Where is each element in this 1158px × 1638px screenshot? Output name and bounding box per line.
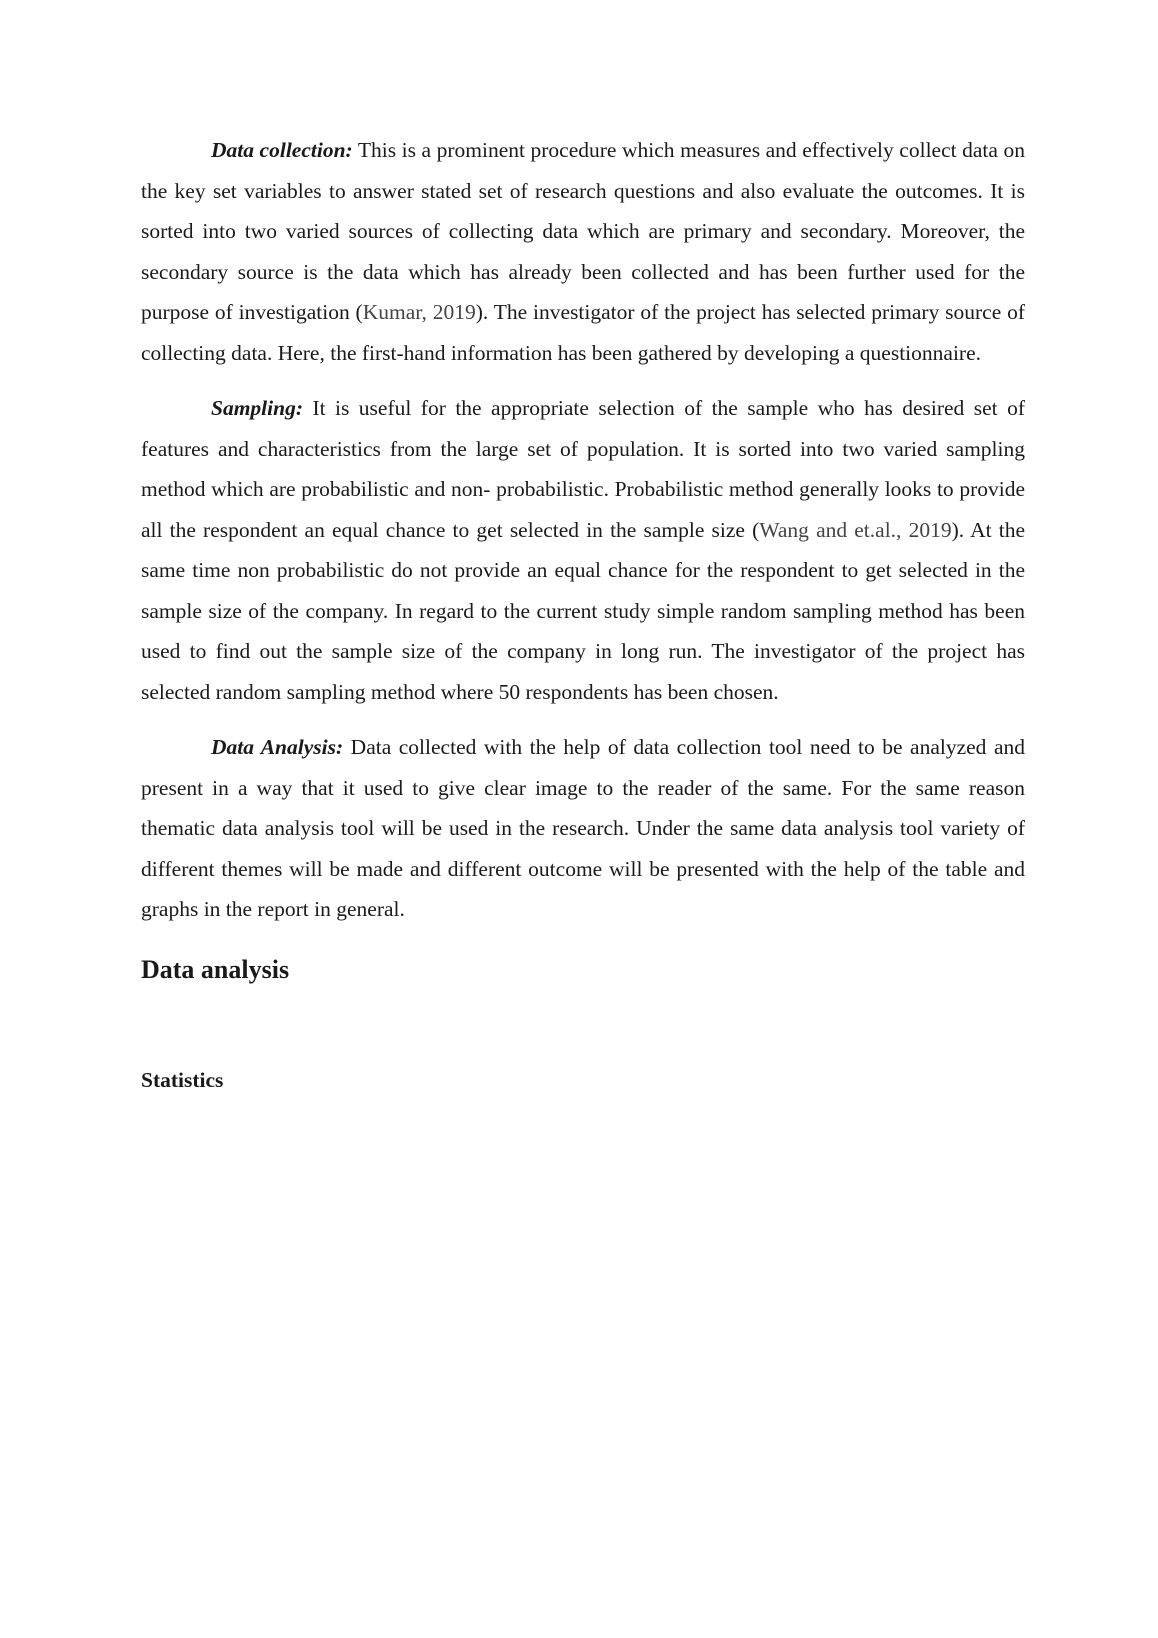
paragraph-text: ). At the same time non probabilistic do not provide an equal chance for the respondent to get selected in the sample size of the company. In regard to the current study simple random sampling method has been used to find out the sample size of the company in long run. The investigator of the project has selected random sampling method where 50 respondents has been chosen. [141, 517, 1025, 704]
paragraph-text: It is useful for the appropriate selection of the sample who has desired set of features and characteristics from the large set of population. It is sorted into two varied sampling method which are probabilistic and non- probabilistic. Probabilistic method generally looks to provide all the respondent an equal chance to get selected in the sample size ( [141, 396, 1025, 542]
paragraph-sampling [141, 388, 1025, 712]
paragraph-data-collection [141, 130, 1025, 373]
paragraph-text: This is a prominent procedure which measures and effectively collect data on the key set variables to answer stated set of research questions and also evaluate the outcomes. It is sorted into two varied sources of collecting data which are primary and secondary. Moreover, the secondary source is the data which has already been collected and has been further used for the purpose of investigation ( [141, 138, 1025, 324]
citation: Wang and et.al., 2019 [759, 517, 952, 542]
paragraph-lead-sampling: Sampling: [211, 396, 303, 420]
paragraph-lead-data-analysis: Data Analysis: [211, 735, 344, 759]
citation: Kumar, 2019 [362, 300, 476, 324]
paragraph-lead-data-collection: Data collection: [211, 138, 353, 162]
section-heading-data-analysis: Data analysis [141, 954, 290, 984]
paragraph-text: ). The investigator of the project has selected primary source of collecting data. Here, the first-hand information has been gathered by developing a questionnaire. [141, 300, 1026, 365]
paragraph-text: Data collected with the help of data collection tool need to be analyzed and present in a way that it used to give clear image to the reader of the same. For the same reason thematic data analysis tool will be used in the research. Under the same data analysis tool variety of different themes will be made and different outcome will be presented with the help of the table and graphs in the report in general. [141, 735, 1025, 921]
document-page [141, 130, 1025, 1094]
paragraph-data-analysis [141, 727, 1025, 930]
subsection-heading-statistics: Statistics [141, 1067, 224, 1092]
